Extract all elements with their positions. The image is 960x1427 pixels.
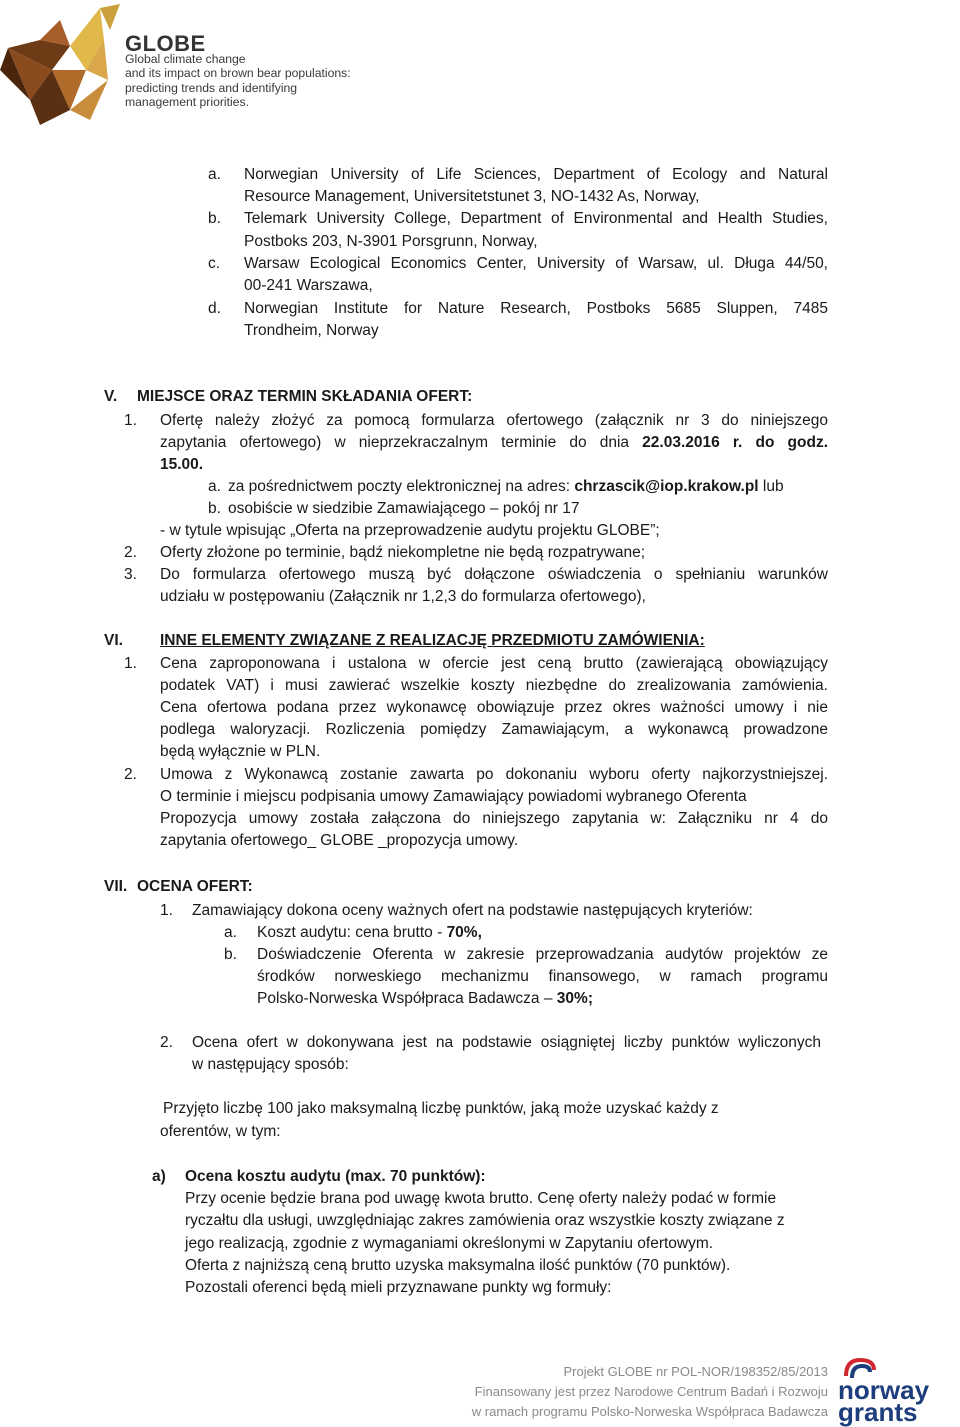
subpoint-text: jego realizacją, zgodnie z wymaganiami określonymi w Zapytaniu ofertowym. bbox=[185, 1235, 714, 1252]
partner-marker: b. bbox=[208, 210, 221, 227]
logo-line: management priorities. bbox=[125, 95, 249, 110]
logo-grants: grants bbox=[838, 1397, 918, 1427]
item-number: 3. bbox=[124, 566, 137, 583]
logo-line: and its impact on brown bear populations: bbox=[125, 66, 351, 81]
email-option-end: lub bbox=[758, 478, 784, 495]
logo-norway: norway bbox=[838, 1375, 930, 1405]
logo-subtitle bbox=[125, 52, 351, 110]
footer-line: w ramach programu Polsko-Norweska Współpraca Badawcza bbox=[471, 1404, 828, 1419]
item-text: Propozycja umowy została załączona do niniejszego zapytania w: Załączniku nr 4 do bbox=[160, 810, 828, 827]
item-text: Zamawiający dokona oceny ważnych ofert na podstawie następujących kryteriów: bbox=[192, 902, 753, 919]
partner-line: Norwegian Institute for Nature Research, Postboks 5685 Sluppen, 7485 bbox=[244, 300, 828, 317]
footer-line: Finansowany jest przez Narodowe Centrum Badań i Rozwoju bbox=[474, 1384, 828, 1399]
criterion-marker: b. bbox=[224, 946, 237, 963]
deadline-date: 22.03.2016 r. do godz. bbox=[642, 434, 829, 451]
partner-marker: c. bbox=[208, 255, 221, 272]
subpoint-text: ryczałtu dla usługi, uwzględniając zakres zamówienia oraz wszystkie koszty związane z bbox=[185, 1212, 785, 1229]
points-intro: oferentów, w tym: bbox=[160, 1123, 281, 1140]
item-text: Do formularza ofertowego muszą być dołączone oświadczenia o spełnianiu warunków bbox=[160, 566, 828, 583]
globe-logo bbox=[0, 0, 400, 130]
criterion-text: Doświadczenie Oferenta w zakresie przeprowadzania audytów projektów ze bbox=[257, 946, 828, 963]
section-title: OCENA OFERT: bbox=[137, 878, 253, 895]
partner-line: Postboks 203, N-3901 Porsgrunn, Norway, bbox=[244, 233, 538, 250]
item-number: 2. bbox=[160, 1034, 173, 1051]
section-title: INNE ELEMENTY ZWIĄZANE Z REALIZACJĘ PRZEDMIOTU ZAMÓWIENIA: bbox=[160, 632, 705, 649]
criterion-marker: a. bbox=[224, 924, 237, 941]
email-option bbox=[228, 476, 784, 498]
item-number: 2. bbox=[124, 544, 137, 561]
title-note: - w tytule wpisując „Oferta na przeprowadzenie audytu projektu GLOBE”; bbox=[160, 522, 660, 539]
subpoint-marker: a) bbox=[152, 1168, 166, 1185]
partner-line: Trondheim, Norway bbox=[244, 322, 379, 339]
section-number: VII. bbox=[104, 878, 128, 895]
item-text: Cena zaproponowana i ustalona w ofercie jest ceną brutto (zawierającą obowiązujący bbox=[160, 655, 828, 672]
email-address-link[interactable]: chrzascik@iop.krakow.pl bbox=[574, 478, 759, 495]
item-text: podatek VAT) i musi zawierać wszelkie koszty niezbędne do zrealizowania zamówienia. bbox=[160, 677, 828, 694]
item-number: 1. bbox=[160, 902, 173, 919]
partner-marker: a. bbox=[208, 166, 221, 183]
subpoint-text: Pozostali oferenci będą mieli przyznawane punkty wg formuły: bbox=[185, 1279, 612, 1296]
criterion-text bbox=[257, 922, 482, 944]
partner-line: Norwegian University of Life Sciences, Department of Ecology and Natural bbox=[244, 166, 828, 183]
partner-line: Warsaw Ecological Economics Center, University of Warsaw, ul. Długa 44/50, bbox=[244, 255, 828, 272]
item-text: Umowa z Wykonawcą zostanie zawarta po dokonaniu wyboru oferty najkorzystniejszej. bbox=[160, 766, 828, 783]
deadline-time: 15.00. bbox=[160, 456, 204, 473]
subpoint-text: Przy ocenie będzie brana pod uwagę kwota brutto. Cenę oferty należy podać w formie bbox=[185, 1190, 777, 1207]
item-text: Ofertę należy złożyć za pomocą formularza ofertowego (załącznik nr 3 do niniejszego bbox=[160, 412, 828, 429]
item-text: udziału w postępowaniu (Załącznik nr 1,2,3 do formularza ofertowego), bbox=[160, 588, 646, 605]
item-text: zapytania ofertowego_ GLOBE _propozycja umowy. bbox=[160, 832, 519, 849]
criterion-a-weight: 70%, bbox=[446, 924, 482, 941]
item-number: 1. bbox=[124, 655, 137, 672]
footer-line: Projekt GLOBE nr POL-NOR/198352/85/2013 bbox=[563, 1364, 828, 1379]
item-text: Cena ofertowa podana przez wykonawcę obowiązuje przez okres ważności umowy i nie bbox=[160, 699, 828, 716]
subpoint-title: Ocena kosztu audytu (max. 70 punktów): bbox=[185, 1168, 486, 1185]
item-text: Ocena ofert w dokonywana jest na podstawie osiągniętej liczby punktów wyliczonych bbox=[192, 1034, 821, 1051]
logo-line: Global climate change bbox=[125, 52, 246, 66]
partner-line: Resource Management, Universitetstunet 3, NO-1432 As, Norway, bbox=[244, 188, 700, 205]
norway-grants-logo bbox=[838, 1356, 948, 1427]
item-text: będą wyłącznie w PLN. bbox=[160, 743, 321, 760]
item-number: 2. bbox=[124, 766, 137, 783]
in-person-option: osobiście w siedzibie Zamawiającego – pokój nr 17 bbox=[228, 500, 580, 517]
criterion-text: środków norweskiego mechanizmu finansowego, w ramach programu bbox=[257, 968, 828, 985]
criterion-b-weight: 30%; bbox=[556, 990, 593, 1007]
criterion-text bbox=[257, 988, 593, 1010]
deadline-intro: zapytania ofertowego) w nieprzekraczalnym terminie do dnia bbox=[160, 434, 643, 451]
section-number: V. bbox=[104, 388, 118, 405]
points-intro: Przyjęto liczbę 100 jako maksymalną liczbę punktów, jaką może uzyskać każdy z bbox=[163, 1100, 719, 1117]
partner-marker: d. bbox=[208, 300, 221, 317]
criterion-a-label: Koszt audytu: cena brutto - bbox=[257, 924, 447, 941]
partner-line: Telemark University College, Department of Environmental and Health Studies, bbox=[244, 210, 828, 227]
item-text bbox=[160, 432, 828, 454]
subpoint-text: Oferta z najniższą ceną brutto uzyska maksymalna ilość punktów (70 punktów). bbox=[185, 1257, 731, 1274]
item-text: Oferty złożone po terminie, bądź niekompletne nie będą rozpatrywane; bbox=[160, 544, 646, 561]
item-text: O terminie i miejscu podpisania umowy Zamawiający powiadomi wybranego Oferenta bbox=[160, 788, 747, 805]
sub-marker: a. bbox=[208, 478, 221, 495]
criterion-b-last: Polsko-Norweska Współpraca Badawcza – bbox=[257, 990, 557, 1007]
section-number: VI. bbox=[104, 632, 123, 649]
email-option-text: za pośrednictwem poczty elektronicznej na adres: bbox=[228, 478, 575, 495]
section-title: MIEJSCE ORAZ TERMIN SKŁADANIA OFERT: bbox=[137, 388, 473, 405]
logo-title: GLOBE bbox=[125, 31, 206, 56]
item-text: w następujący sposób: bbox=[192, 1056, 349, 1073]
sub-marker: b. bbox=[208, 500, 221, 517]
item-number: 1. bbox=[124, 412, 137, 429]
logo-line: predicting trends and identifying bbox=[125, 80, 298, 95]
partner-line: 00-241 Warszawa, bbox=[244, 277, 373, 294]
item-text: podlega waloryzacji. Rozliczenia pomiędzy Zamawiającym, a wykonawcą prowadzone bbox=[160, 721, 828, 738]
footer-text bbox=[472, 1362, 828, 1422]
bear-logo-icon bbox=[0, 0, 120, 130]
